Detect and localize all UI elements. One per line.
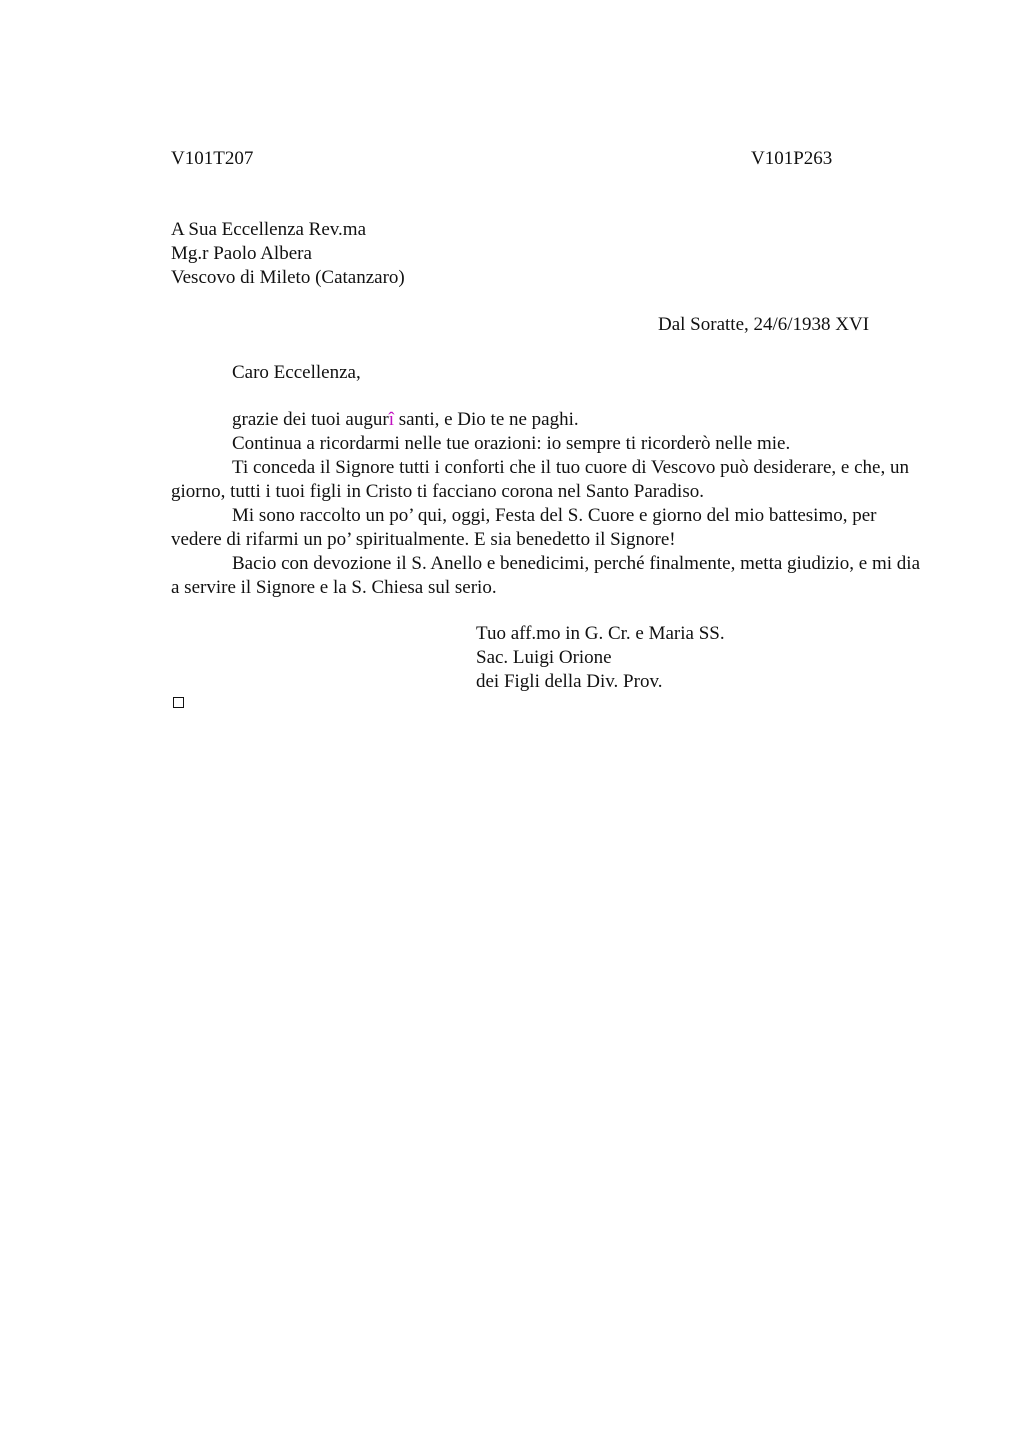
salutation: Caro Eccellenza, <box>232 362 361 383</box>
reference-code-right: V101P263 <box>751 148 833 169</box>
addressee-line: Vescovo di Mileto (Catanzaro) <box>171 267 405 288</box>
body-paragraph-4: Mi sono raccolto un po’ qui, oggi, Festa del S. Cuore e giorno del mio battesimo, per vedere di rifarmi un po’ spiritualmente. E sia benedetto il Signore! <box>171 505 877 550</box>
body-text: grazie dei tuoi augur <box>232 409 389 430</box>
signature-line: Tuo aff.mo in G. Cr. e Maria SS. <box>476 623 725 644</box>
reference-code-left: V101T207 <box>171 148 254 169</box>
body-paragraph-2: Continua a ricordarmi nelle tue orazioni: io sempre ti ricorderò nelle mie. <box>232 433 791 454</box>
dateline: Dal Soratte, 24/6/1938 XVI <box>658 314 870 335</box>
signature-line: Sac. Luigi Orione <box>476 647 612 668</box>
body-paragraph-5: Bacio con devozione il S. Anello e benedicimi, perché finalmente, metta giudizio, e mi dia a servire il Signore e la S. Chiesa sul serio. <box>171 553 921 598</box>
end-of-document-box-icon <box>173 697 184 708</box>
body-paragraph-3: Ti conceda il Signore tutti i conforti che il tuo cuore di Vescovo può desiderare, e che, un giorno, tutti i tuoi figli in Cristo ti facciano corona nel Santo Paradiso. <box>171 457 909 502</box>
addressee-line: A Sua Eccellenza Rev.ma <box>171 219 367 240</box>
body-text: santi, e Dio te ne paghi. <box>393 409 579 430</box>
body-paragraph-1 <box>171 408 931 432</box>
highlighted-character: î <box>388 409 394 430</box>
letter-body <box>171 408 931 600</box>
signature-block <box>476 622 725 694</box>
signature-line: dei Figli della Div. Prov. <box>476 671 663 692</box>
addressee-line: Mg.r Paolo Albera <box>171 243 312 264</box>
addressee-block <box>171 218 405 290</box>
